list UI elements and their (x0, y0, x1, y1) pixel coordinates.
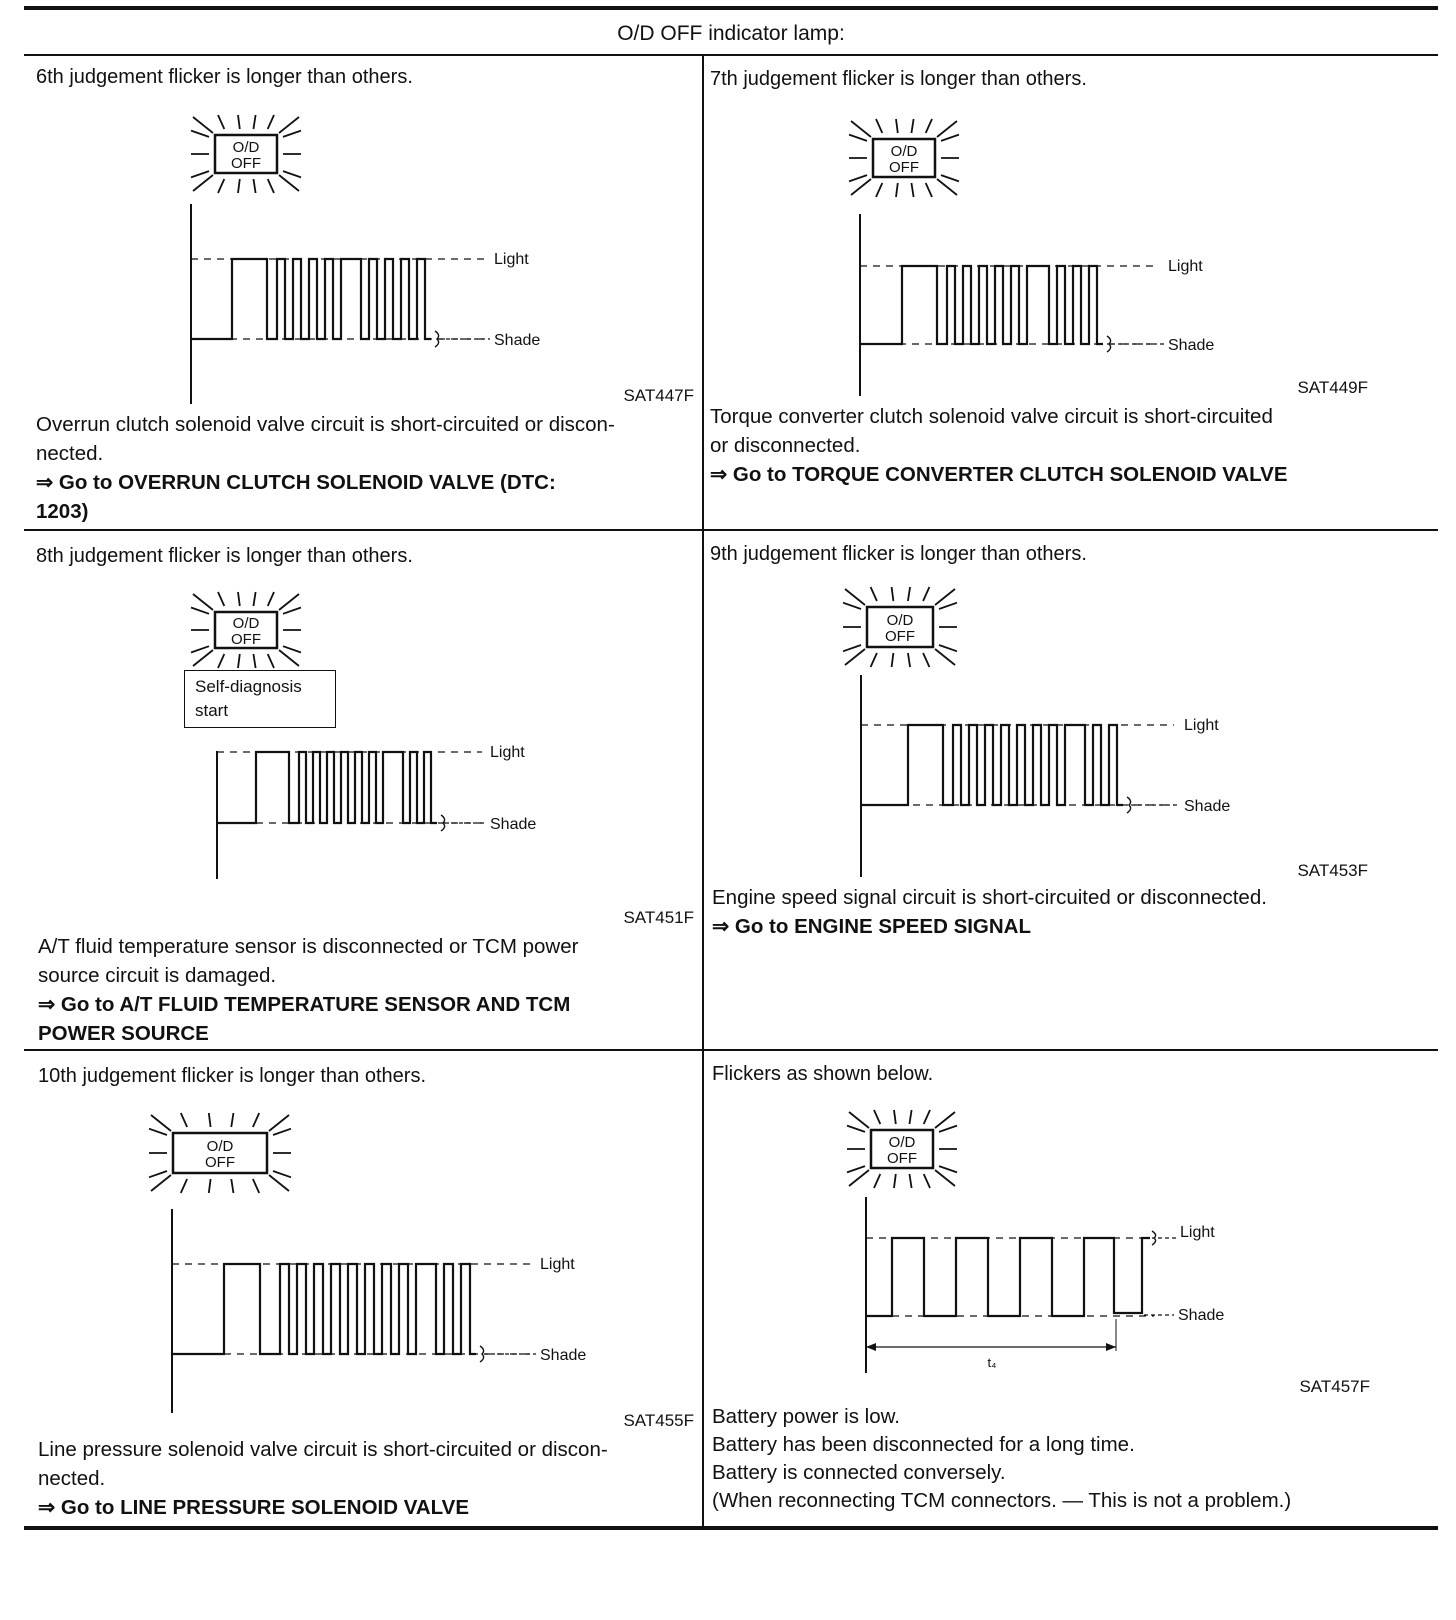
lamp-ray (283, 171, 301, 177)
lamp-ray (935, 589, 955, 605)
description-line: nected. (38, 1467, 106, 1490)
lamp-label-off: OFF (889, 159, 919, 176)
bottom-rule (24, 1526, 1438, 1530)
lamp-ray (847, 1126, 865, 1132)
go-to-reference: POWER SOURCE (38, 1022, 209, 1045)
lamp-ray (279, 175, 299, 191)
figure-code: SAT455F (623, 1411, 694, 1430)
lamp-ray (268, 592, 274, 606)
period-arrow-left (866, 1343, 876, 1351)
lamp-ray (191, 131, 209, 137)
od-off-lamp-icon (149, 1113, 291, 1193)
lamp-ray (939, 1166, 957, 1172)
lamp-label-od: O/D (232, 615, 260, 632)
light-label: Light (1180, 1224, 1215, 1241)
lamp-ray (283, 646, 301, 652)
light-label: Light (494, 251, 529, 268)
lamp-ray (231, 1113, 233, 1127)
lamp-ray (894, 1110, 896, 1124)
lamp-ray (253, 1179, 259, 1193)
lamp-label-od: O/D (888, 1134, 916, 1151)
shade-label: Shade (1168, 337, 1215, 354)
lamp-ray (283, 131, 301, 137)
period-arrow-right (1106, 1343, 1116, 1351)
shade-label: Shade (1178, 1307, 1225, 1324)
lamp-ray (874, 1110, 880, 1124)
cell-8th-judgement (24, 531, 702, 1049)
flicker-diagram (704, 531, 1438, 1049)
cell-caption: 8th judgement flicker is longer than others. (36, 545, 413, 567)
flicker-waveform (217, 752, 437, 823)
lamp-ray (253, 654, 255, 668)
lamp-ray (279, 650, 299, 666)
shade-label: Shade (494, 332, 541, 349)
lamp-ray (273, 1129, 291, 1135)
cell-caption: Flickers as shown below. (712, 1063, 934, 1085)
flicker-waveform (866, 1238, 1150, 1316)
lamp-label-off: OFF (887, 1150, 917, 1167)
description-line: Battery has been disconnected for a long time. (712, 1433, 1135, 1456)
cell-9th-judgement (704, 531, 1438, 1049)
lamp-ray (283, 608, 301, 614)
lamp-ray (269, 1175, 289, 1191)
lamp-ray (935, 1170, 955, 1186)
cell-description (38, 1435, 688, 1522)
lamp-ray (209, 1179, 211, 1193)
lamp-ray (896, 119, 898, 133)
figure-code: SAT457F (1299, 1377, 1370, 1396)
cell-description (38, 932, 688, 1048)
lamp-ray (268, 115, 274, 129)
flicker-waveform (191, 259, 431, 339)
lamp-label-off: OFF (231, 155, 261, 172)
description-line: Overrun clutch solenoid valve circuit is short-circuited or discon- (36, 413, 615, 436)
lamp-ray (268, 654, 274, 668)
lamp-ray (935, 1112, 955, 1128)
lamp-ray (924, 1110, 930, 1124)
lamp-ray (937, 179, 957, 195)
lamp-ray (941, 175, 959, 181)
figure-code: SAT447F (623, 386, 694, 405)
lamp-ray (269, 1115, 289, 1131)
lamp-label-od: O/D (206, 1138, 234, 1155)
description-line: Battery power is low. (712, 1405, 900, 1428)
figure-code: SAT451F (623, 908, 694, 927)
flicker-waveform (172, 1264, 476, 1354)
lamp-ray (908, 587, 910, 601)
description-line: or disconnected. (710, 434, 861, 457)
top-rule (24, 6, 1438, 10)
lamp-ray (193, 117, 213, 133)
go-to-reference: ⇒ Go to A/T FLUID TEMPERATURE SENSOR AND TCM (38, 993, 571, 1016)
lamp-ray (218, 179, 224, 193)
lamp-ray (923, 653, 929, 667)
lamp-label-od: O/D (232, 139, 260, 156)
go-to-reference: ⇒ Go to LINE PRESSURE SOLENOID VALVE (38, 1496, 470, 1519)
lamp-ray (218, 592, 224, 606)
lamp-ray (923, 587, 929, 601)
lamp-ray (279, 117, 299, 133)
lamp-ray (209, 1113, 211, 1127)
od-off-lamp-icon (191, 115, 301, 193)
lamp-ray (939, 645, 957, 651)
lamp-ray (892, 653, 894, 667)
go-to-reference: ⇒ Go to OVERRUN CLUTCH SOLENOID VALVE (DTC: (36, 471, 556, 494)
self-diagnosis-start-label (184, 670, 336, 728)
table-header: O/D OFF indicator lamp: (617, 22, 845, 45)
description-line: Line pressure solenoid valve circuit is short-circuited or discon- (38, 1438, 608, 1461)
lamp-ray (151, 1175, 171, 1191)
lamp-ray (849, 1170, 869, 1186)
lamp-label-off: OFF (231, 631, 261, 648)
go-to-reference: ⇒ Go to ENGINE SPEED SIGNAL (712, 915, 1032, 938)
shade-label: Shade (1184, 798, 1231, 815)
lamp-ray (937, 121, 957, 137)
flicker-waveform (860, 266, 1103, 344)
lamp-ray (939, 603, 957, 609)
light-label: Light (1168, 258, 1203, 275)
lamp-ray (926, 183, 932, 197)
light-label: Light (1184, 717, 1219, 734)
figure-code: SAT449F (1297, 378, 1368, 397)
lamp-ray (871, 587, 877, 601)
cell-flickers-as-shown (704, 1051, 1438, 1526)
lamp-ray (191, 171, 209, 177)
cell-caption: 7th judgement flicker is longer than others. (710, 68, 1087, 90)
lamp-ray (843, 603, 861, 609)
lamp-ray (149, 1129, 167, 1135)
lamp-ray (926, 119, 932, 133)
lamp-ray (193, 650, 213, 666)
lamp-label-od: O/D (890, 143, 918, 160)
lamp-ray (268, 179, 274, 193)
flicker-waveform (861, 725, 1123, 805)
lamp-ray (871, 653, 877, 667)
lamp-ray (253, 179, 255, 193)
period-label: t₄ (987, 1355, 997, 1370)
lamp-ray (279, 594, 299, 610)
cell-caption: 10th judgement flicker is longer than others. (38, 1065, 426, 1087)
lamp-ray (874, 1174, 880, 1188)
lamp-ray (238, 115, 240, 129)
shade-brace (480, 1346, 484, 1362)
light-label: Light (540, 1256, 575, 1273)
description-line: (When reconnecting TCM connectors. — This is not a problem.) (712, 1489, 1292, 1512)
od-off-lamp-icon (849, 119, 959, 197)
go-to-reference: ⇒ Go to TORQUE CONVERTER CLUTCH SOLENOID VALVE (710, 463, 1288, 486)
lamp-ray (218, 654, 224, 668)
light-label: Light (490, 744, 525, 761)
lamp-ray (892, 587, 894, 601)
description-line: A/T fluid temperature sensor is disconnected or TCM power (38, 935, 579, 958)
cell-description (712, 1403, 1424, 1515)
od-off-lamp-icon (843, 587, 957, 667)
description-line: Engine speed signal circuit is short-circuited or disconnected. (712, 886, 1267, 909)
lamp-label-od: O/D (886, 612, 914, 629)
cell-description (710, 402, 1424, 489)
self-diagnosis-line: start (195, 701, 229, 720)
lamp-ray (876, 119, 882, 133)
lamp-ray (847, 1166, 865, 1172)
description-line: source circuit is damaged. (38, 964, 277, 987)
lamp-ray (253, 115, 255, 129)
cell-description (712, 883, 1424, 941)
lamp-ray (151, 1115, 171, 1131)
cell-caption: 6th judgement flicker is longer than others. (36, 66, 413, 88)
lamp-ray (193, 594, 213, 610)
lamp-ray (231, 1179, 233, 1193)
description-line: Battery is connected conversely. (712, 1461, 1006, 1484)
lamp-ray (851, 179, 871, 195)
lamp-ray (191, 608, 209, 614)
lamp-ray (191, 646, 209, 652)
lamp-ray (909, 1174, 911, 1188)
lamp-ray (924, 1174, 930, 1188)
cell-description (36, 410, 688, 526)
cell-caption: 9th judgement flicker is longer than others. (710, 543, 1087, 565)
od-off-lamp-icon (847, 1110, 957, 1188)
lamp-ray (253, 1113, 259, 1127)
od-off-lamp-icon (191, 592, 301, 668)
lamp-ray (849, 175, 867, 181)
lamp-ray (876, 183, 882, 197)
lamp-ray (181, 1113, 187, 1127)
lamp-ray (849, 1112, 869, 1128)
lamp-ray (935, 649, 955, 665)
lamp-ray (273, 1171, 291, 1177)
lamp-ray (149, 1171, 167, 1177)
lamp-ray (845, 649, 865, 665)
lamp-ray (843, 645, 861, 651)
lamp-ray (238, 179, 240, 193)
go-to-reference: 1203) (36, 500, 89, 523)
lamp-ray (908, 653, 910, 667)
lamp-ray (896, 183, 898, 197)
cell-7th-judgement (704, 56, 1438, 529)
lamp-ray (911, 183, 913, 197)
self-diagnosis-line: Self-diagnosis (195, 677, 302, 696)
lamp-label-off: OFF (205, 1154, 235, 1171)
description-line: nected. (36, 442, 104, 465)
lamp-ray (909, 1110, 911, 1124)
lamp-ray (193, 175, 213, 191)
lamp-ray (941, 135, 959, 141)
lamp-ray (849, 135, 867, 141)
shade-label: Shade (540, 1347, 587, 1364)
lamp-ray (911, 119, 913, 133)
cell-10th-judgement (24, 1051, 702, 1526)
lamp-ray (845, 589, 865, 605)
description-line: Torque converter clutch solenoid valve circuit is short-circuited (710, 405, 1273, 428)
lamp-ray (939, 1126, 957, 1132)
lamp-ray (894, 1174, 896, 1188)
lamp-ray (238, 592, 240, 606)
lamp-ray (253, 592, 255, 606)
cell-6th-judgement (24, 56, 702, 529)
lamp-label-off: OFF (885, 628, 915, 645)
shade-label: Shade (490, 816, 537, 833)
lamp-ray (851, 121, 871, 137)
lamp-ray (218, 115, 224, 129)
figure-code: SAT453F (1297, 861, 1368, 880)
lamp-ray (181, 1179, 187, 1193)
lamp-ray (238, 654, 240, 668)
